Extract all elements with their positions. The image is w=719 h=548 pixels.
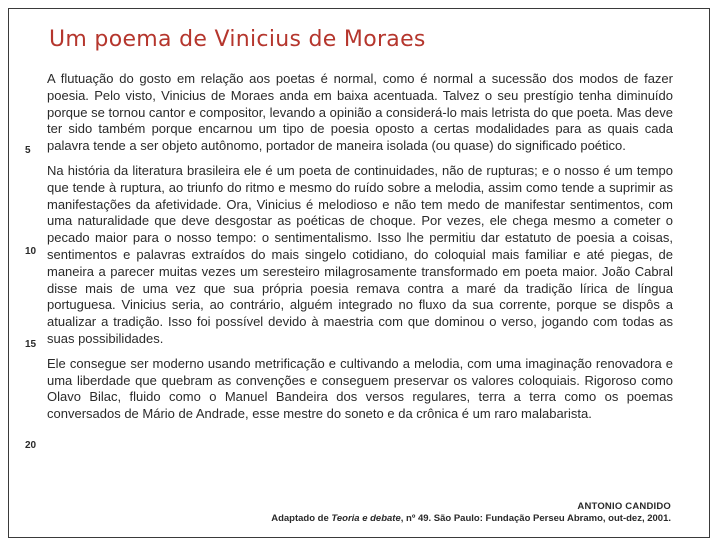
author-name: ANTONIO CANDIDO xyxy=(577,501,671,512)
article-body xyxy=(47,71,673,423)
paragraph-1: A flutuação do gosto em relação aos poetas é normal, como é normal a sucessão dos modos de fazer poesia. Pelo visto, Vinicius de Moraes anda em baixa acentuada. Talvez o seu prestígio tenha diminuído porque se tornou cantor e compositor, levando a opinião a considerá-lo mais letrista do que poeta. Mas deve ter sido também porque encarnou um tipo de poesia oposto a certas modalidades para as quais cada palavra tende a ser objeto autônomo, portador de maneira isolada (ou quase) do significado poético. xyxy=(47,71,673,154)
source-credit xyxy=(271,501,671,525)
page-title: Um poema de Vinicius de Moraes xyxy=(49,27,426,52)
source-citation xyxy=(271,513,671,525)
source-title: Teoria e debate xyxy=(331,513,401,524)
source-prefix: Adaptado de xyxy=(271,513,332,524)
line-number-5: 5 xyxy=(25,145,31,156)
text-frame xyxy=(8,8,710,538)
line-number-15: 15 xyxy=(25,339,37,350)
paragraph-3: Ele consegue ser moderno usando metrificação e cultivando a melodia, com uma imaginação renovadora e uma liberdade que quebram as convenções e conseguem preservar os valores coloquiais. Rigoroso como Olavo Bilac, fluido como o Manuel Bandeira dos versos regulares, terra a terra como os poemas conversados de Mário de Andrade, esse mestre do soneto e da crônica é um raro malabarista. xyxy=(47,355,673,422)
paragraph-2: Na história da literatura brasileira ele é um poeta de continuidades, não de rupturas; e o nosso é um tempo que tende à ruptura, ao triunfo do ritmo e mesmo do ruído sobre a melodia, assim como tende a suprimir as manifestações da afetividade. Ora, Vinicius é melodioso e não tem medo de manifestar sentimentos, com uma naturalidade que deve desgostar as poéticas de choque. Por vezes, ele chega mesmo a cometer o pecado maior para o nosso tempo: o sentimentalismo. Isso lhe permitiu dar estatuto de poesia a coisas, sentimentos e palavras extraídos do mais singelo cotidiano, do coloquial mais familiar e até piegas, de maneira a parecer muitas vezes um seresteiro milagrosamente transformado em poeta maior. João Cabral disse mais de uma vez que sua própria poesia remava contra a maré da tradição lírica de língua portuguesa. Vinicius seria, ao contrário, alguém integrado no fluxo da sua corrente, porque se dispôs a atualizar a tradição. Isso foi possível devido à maestria com que dominou o verso, jogando com todas as suas possibilidades. xyxy=(47,162,673,346)
line-number-10: 10 xyxy=(25,246,37,257)
source-suffix: , nº 49. São Paulo: Fundação Perseu Abramo, out-dez, 2001. xyxy=(400,513,671,524)
line-number-20: 20 xyxy=(25,440,37,451)
